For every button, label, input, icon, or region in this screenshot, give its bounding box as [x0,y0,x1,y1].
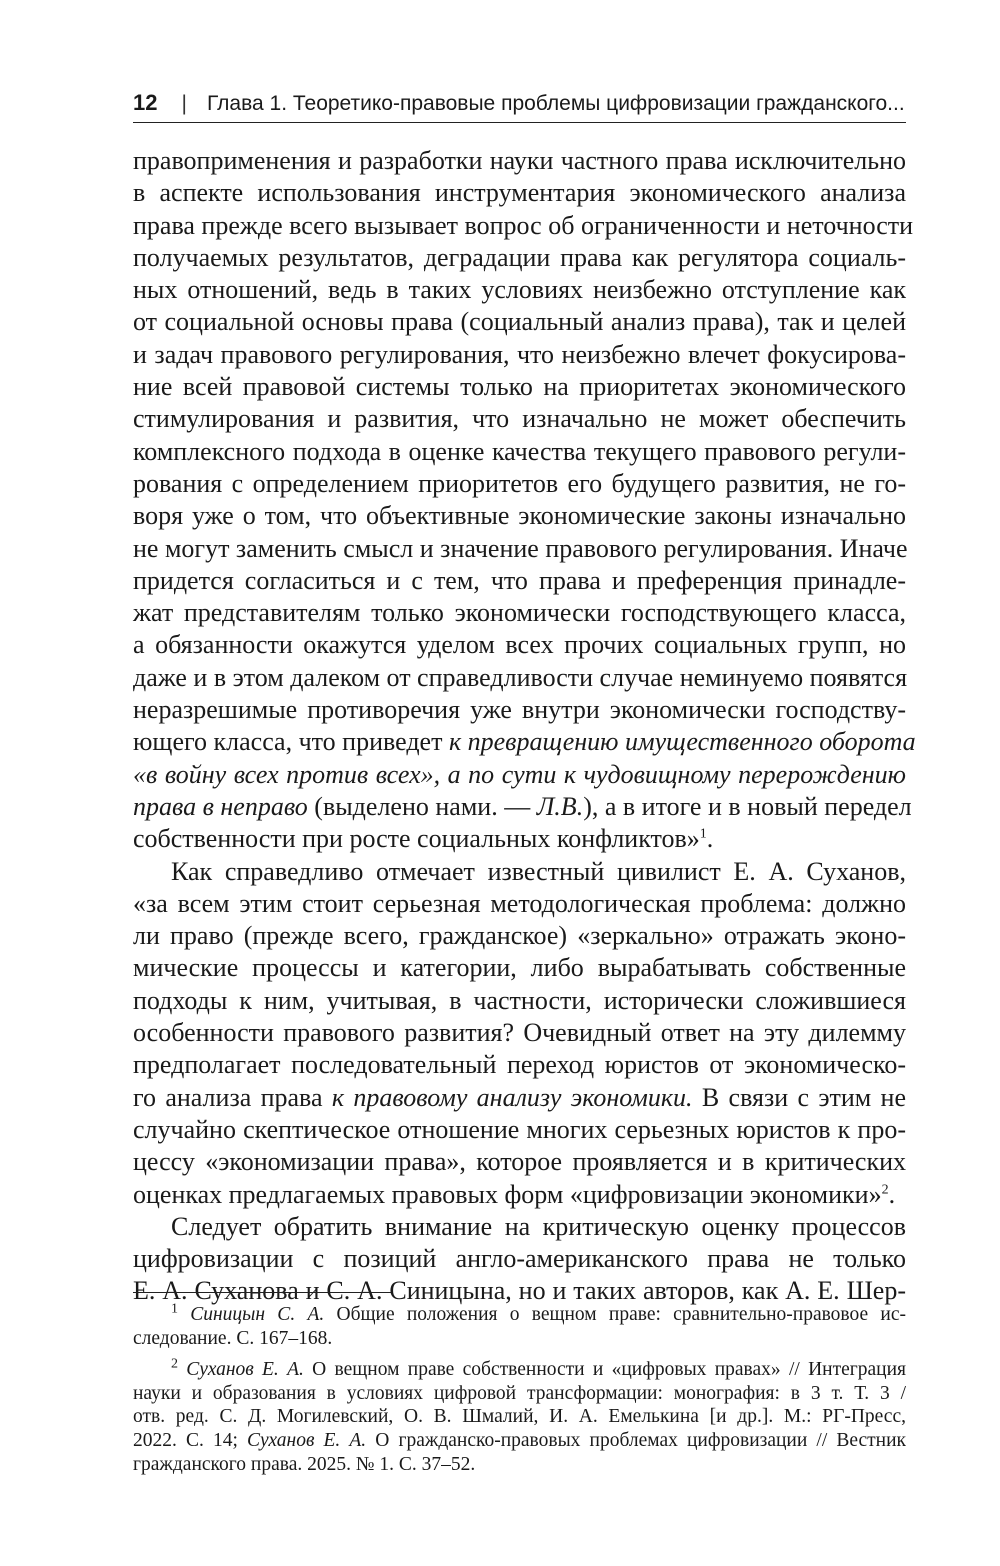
text-line [133,823,906,855]
footnote-mark: 2 [171,1356,178,1372]
text-run: ), а в итоге и в новый передел [583,791,912,821]
text-line: стимулирования и развития, что изначально не может обеспечить [133,404,906,434]
text-line: неразрешимые противоречия уже внутри экономически господству- [133,695,906,725]
paragraph-1 [133,145,916,856]
text-run: . [706,824,714,854]
text-line: комплексного подхода в оценке качества текущего правового регули- [133,436,906,466]
text-line: цифровизации с позиций англо-американского права не только [133,1244,906,1274]
text-line: правоприменения и разработки науки частного права исключительно [133,146,906,175]
text-line: ние всей правовой системы только на приоритетах экономического [133,372,906,402]
text-line: жат представителям только экономически господствующего класса, [133,598,906,628]
text-line: даже и в этом далеком от справедливости случае неминуемо появятся [133,662,908,692]
footnote-author: Суханов Е. А. [186,1359,304,1381]
text-run: О вещном праве собственности и «цифровых правах» // Интеграция [303,1359,907,1381]
footnote-line: следование. С. 167–168. [133,1327,333,1349]
text-run: Общие положения о вещном праве: сравнительно-правовое ис- [324,1304,906,1325]
text-line [133,726,916,758]
footnote-line [133,1429,906,1453]
text-run: . [888,1179,896,1209]
footnote-1 [133,1303,906,1350]
text-line: цессу «экономизации права», которое проявляется и в критических [133,1147,906,1177]
footnote-author: Суханов Е. А. [246,1429,367,1451]
running-header [133,86,906,123]
footnote-author: Синицын С. А. [190,1304,325,1325]
text-line: случайно скептическое отношение многих серьезных юристов к про- [133,1114,906,1144]
text-line: особенности правового развития? Очевидный ответ на эту дилемму [133,1018,906,1048]
header-separator: | [181,92,187,115]
text-line: Следует обратить внимание на критическую оценку процессов [171,1211,906,1241]
text-line: получаемых результатов, деградации права как регулятора социаль- [133,242,906,272]
author-initials: Л.В. [536,791,584,821]
text-run: (выделено нами. — [307,791,537,821]
footnote-divider [133,1292,391,1293]
text-line: предполагает последовательный переход юристов от экономическо- [133,1050,906,1080]
text-line: в аспекте использования инструментария экономического анализа [133,178,906,208]
text-line: мические процессы и категории, либо вырабатывать собственные [133,953,906,983]
text-line [133,759,906,791]
footnote-line: отв. ред. С. Д. Могилевский, О. В. Шмалий, И. А. Емелькина [и др.]. М.: РГ-Пресс, [133,1406,906,1428]
text-line: и задач правового регулирования, что неизбежно влечет фокусирова- [133,339,906,369]
footnote-line: науки и образования в условиях цифровой трансформации: монография: в 3 т. Т. 3 / [133,1382,906,1404]
text-run: собственности при росте социальных конфликтов» [133,824,700,854]
footnotes [133,1303,906,1476]
text-line: придется согласиться и с тем, что права и преференция принадле- [133,565,906,595]
paragraph-3 [133,1211,906,1308]
text-line: «за всем этим стоит серьезная методологическая проблема: должно [133,888,906,918]
text-run: оценках предлагаемых правовых форм «цифровизации экономики» [133,1179,882,1209]
text-run: О гражданско-правовых проблемах цифровизации // Вестник [366,1429,906,1451]
emphasis-text: к превращению имущественного оборота [448,727,916,757]
footnote-ref-1[interactable]: 1 [699,826,707,842]
text-line: права прежде всего вызывает вопрос об ограниченности и неточности [133,210,914,240]
footnote-2 [133,1358,906,1476]
footnote-mark: 1 [171,1301,178,1317]
text-line: подходы к ним, учитывая, в частности, исторически сложившиеся [133,985,906,1015]
text-line: а обязанности окажутся уделом всех прочих социальных групп, но [133,630,906,660]
text-line [133,1082,906,1114]
footnote-line [133,1358,906,1382]
main-text [133,145,916,1308]
text-line: не могут заменить смысл и значение правового регулирования. Иначе [133,533,908,563]
text-run: 2022. С. 14; [133,1429,247,1451]
text-line [133,1179,906,1211]
emphasis-text: «в войну всех против всех», а по сути к чудовищному перерождению [133,759,906,789]
footnote-line [133,1303,906,1327]
footnote-line: гражданского права. 2025. № 1. С. 37–52. [133,1453,476,1475]
text-line: воря уже о том, что объективные экономические законы изначально [133,501,906,531]
text-line: ных отношений, ведь в таких условиях неизбежно отступление как [133,275,906,305]
chapter-title: Глава 1. Теоретико-правовые проблемы цифровизации гражданского... [206,92,905,115]
text-line: от социальной основы права (социальный анализ права), так и целей [133,307,906,337]
text-line: Е. А. Суханова и С. А. Синицына, но и таких авторов, как А. Е. Шер- [133,1276,906,1306]
footnote-ref-2[interactable]: 2 [881,1181,889,1197]
text-run: го анализа права [133,1082,332,1112]
text-run: ющего класса, что приведет [133,727,449,757]
text-line: Как справедливо отмечает известный цивилист Е. А. Суханов, [171,856,906,886]
emphasis-text: права в неправо [133,791,308,821]
paragraph-2 [133,856,906,1211]
text-line [133,791,912,823]
text-run: В связи с этим не [692,1082,907,1112]
text-line: рования с определением приоритетов его будущего развития, не го- [133,468,906,498]
page-number: 12 [133,90,158,115]
emphasis-text: к правовому анализу экономики. [331,1082,693,1112]
text-line: ли право (прежде всего, гражданское) «зеркально» отражать эконо- [133,921,906,951]
